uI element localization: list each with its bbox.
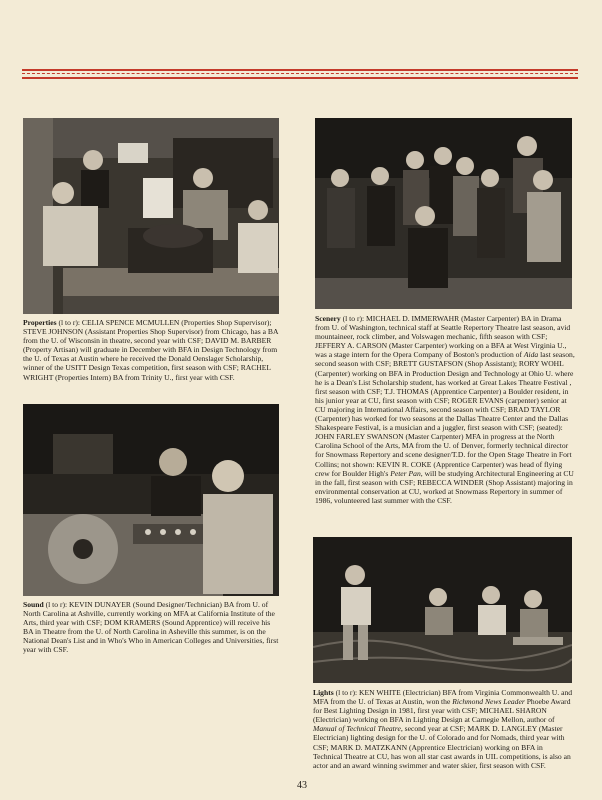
scenery-heading: Scenery (315, 314, 341, 323)
lights-body-italic: Richmond News Leader (452, 697, 525, 707)
lights-body-1: (l to r): KEN WHITE (Electrician) BFA from Virginia Commonwealth U. and MFA from the U. of Texas at Austin, won the (313, 688, 573, 707)
lights-heading: Lights (313, 688, 334, 697)
properties-caption (23, 318, 281, 382)
sound-crew-photo (23, 404, 279, 596)
sound-body: (l to r): KEVIN DUNAYER (Sound Designer/Technician) BA from U. of North Carolina at Ashville, currently working on MFA at California Institute of the Arts, third year with CSF; DOM KRAMERS (Sound Apprentice) will receive his BA in Theatre from the U. of North Carolina in Asheville this summer, is on the National Dean's List and in Who's Who in American Colleges and Universities, first year with CSF. (23, 600, 279, 655)
decorative-rule-middle (22, 73, 578, 74)
lights-crew-photo (313, 537, 572, 683)
properties-crew-photo (23, 118, 279, 314)
scenery-body-italic: Aida (523, 350, 539, 360)
decorative-rule-top (22, 69, 578, 71)
scenery-caption (315, 314, 575, 505)
properties-heading: Properties (23, 318, 57, 327)
scenery-body-1: (l to r): MICHAEL D. IMMERWAHR (Master Carpenter) BA in Drama from U. of Washington, technical staff at Seattle Repertory Theatre last season, avid mountaineer, rock climber, and Volswagen mechanic, fifth season with CSF; JEFFERY A. CARSON (Master Carpenter) working on a BFA at West Virginia U., was a stage intern for the Opera Company of Boston's production of (315, 314, 571, 360)
properties-body: (l to r): CELIA SPENCE MCMULLEN (Properties Shop Supervisor); STEVE JOHNSON (Assistant Properties Shop Supervisor) from Chicago, has a BA from the U. of Wisconsin in theatre, second year with CSF; DAVID M. BARBER (Property Artisan) will graduate in December with BFA in Design Technology from the U. of Texas at Austin where he received the Donald Oenslager Scholarship, winner of the USITT Design Texas competition, first season with CSF; RACHEL WRIGHT (Properties Intern) BA from Trinity U., first year with CSF. (23, 318, 279, 382)
lights-body-3: , second year at CSF; MARK D. LANGLEY (Master Electrician) lighting design for the U. of Colorado and for Nomads, third year with CSF; MARK D. MATZKANN (Apprentice Electrician) working on BFA in Technical Theatre at CU, has won all star cast awards in UIL competitions, is also an actor and an award winning swimmer and water skier, first season with CSF. (313, 724, 571, 770)
scenery-body-italic-2: Peter Pan (390, 468, 421, 478)
lights-body-2: Phoebe Award for Best Lighting Design in 1981, first year with CSF; MICHAEL SHARON (Electrician) working on BFA in Lighting Design at Carnegie Mellon, author of (313, 697, 571, 725)
decorative-rule-bottom (22, 77, 578, 79)
sound-heading: Sound (23, 600, 44, 609)
page-number: 43 (297, 780, 307, 791)
scenery-body-3: , will be studying Architectural Engineering at CU in the fall, first season with CSF; REBECCA WINDER (Shop Assistant) majoring in environmental conservation at CU, worked at Snowmass Repertory in summer of 1986, volunteered last summer with the CSF. (315, 468, 574, 505)
faint-show-through-heading (270, 30, 470, 50)
lights-body-italic-2: Manual of Technical Theatre (313, 724, 401, 734)
lights-caption (313, 688, 573, 770)
scenery-crew-photo (315, 118, 572, 309)
sound-caption (23, 600, 281, 655)
scenery-body-2: last season, second season with CSF; BRETT GUSTAFSON (Shop Assistant); RORY WOHL (Carpenter) working on BFA in Production Design and Technology at Ohio U. where he is a Dean's List Scholarship student, has worked at Great Lakes Theatre Festival , first season with CSF; T.J. THOMAS (Apprentice Carpenter) a Boulder resident, in his junior year at CU, first season with CSF; ROGER EVANS (carpenter) senior at CU majoring in International Affairs, second season with CSF; BRAD TAYLOR (Carpenter) has worked for two seasons at the Dallas Theatre Center and the Dallas Shakespeare Festival, is a musician and a juggler, first season with CSF; (seated): JOHN FARLEY SWANSON (Master Carpenter) MFA in progress at the North Carolina School of the Arts, MA from the U. of Denver, formerly technical director for Snowmass Repertory and scene designer/T.D. for the Open Stage Theatre in Fort Collins; not shown: KEVIN R. COKE (Apprentice Carpenter) was head of flying crew for Boulder High's (315, 350, 575, 478)
